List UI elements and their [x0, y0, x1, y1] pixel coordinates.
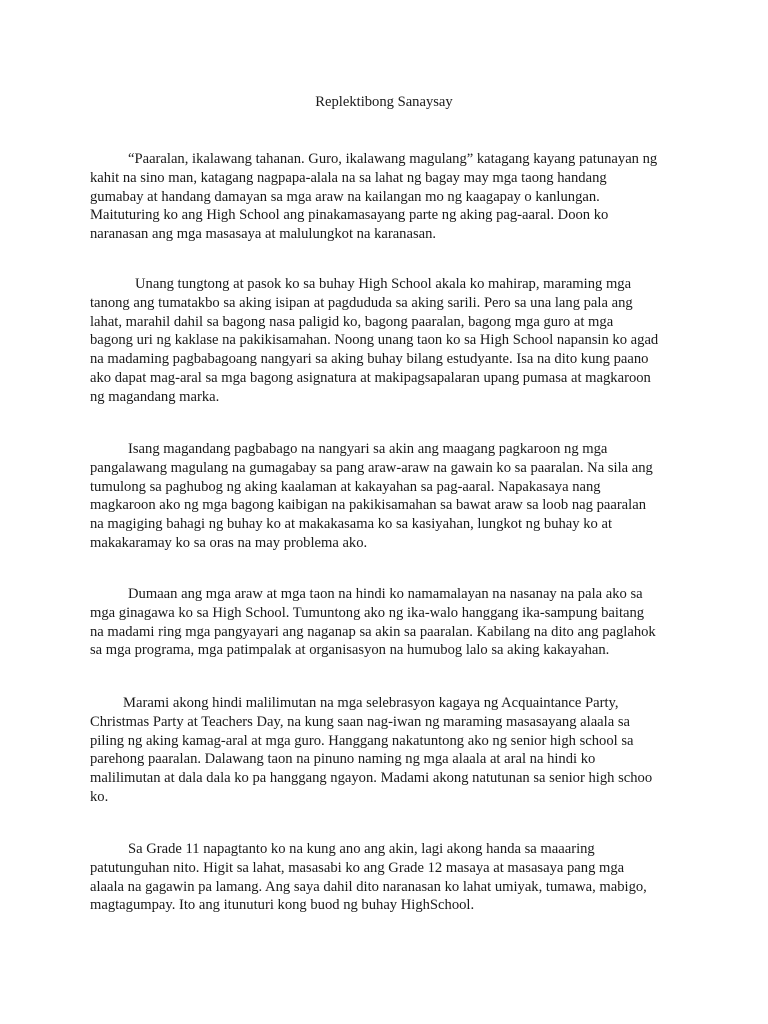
paragraph-line: parehong paaralan. Dalawang taon na pinuno naming ng mga alaala at aral na hindi ko	[90, 751, 596, 768]
document-title: Replektibong Sanaysay	[315, 94, 453, 110]
paragraph-5	[90, 694, 690, 807]
paragraph-line: pangalawang magulang na gumagabay sa pang araw-araw na gawain ko sa paaralan. Na sila ang	[90, 459, 653, 476]
paragraph-line: magtagumpay. Ito ang itunuturi kong buod ng buhay HighSchool.	[90, 897, 475, 914]
paragraph-line: ng magandang marka.	[90, 388, 220, 405]
paragraph-6	[90, 840, 690, 915]
paragraph-line: Maituturing ko ang High School ang pinakamasayang parte ng aking pag-aaral. Doon ko	[90, 207, 609, 224]
paragraph-line: kahit na sino man, katagang nagpapa-alala na sa lahat ng bagay may mga taong handang	[90, 169, 607, 186]
paragraph-line: piling ng aking kamag-aral at mga guro. Hanggang nakatuntong ako ng senior high school sa	[90, 732, 634, 749]
paragraph-line: mga ginagawa ko sa High School. Tumuntong ako ng ika-walo hanggang ika-sampung baitang	[90, 604, 645, 621]
paragraph-line: lahat, marahil dahil sa bagong nasa paligid ko, bagong paaralan, bagong mga guro at mga	[90, 313, 614, 330]
paragraph-line: alaala na gagawin pa lamang. Ang saya dahil dito naranasan ko lahat umiyak, tumawa, mabigo,	[90, 878, 647, 895]
paragraph-line: ko.	[90, 788, 109, 805]
paragraph-line: na magiging bahagi ng buhay ko at makakasama ko sa kasiyahan, lungkot ng buhay ko at	[90, 516, 613, 533]
paragraph-2	[90, 275, 690, 407]
paragraph-line: malilimutan at dala dala ko pa hanggang ngayon. Madami akong natutunan sa senior high schoo	[90, 770, 653, 787]
paragraph-line: ako dapat mag-aral sa mga bagong asignatura at makipagsapalaran upang pumasa at magkaroon	[90, 369, 651, 386]
paragraph-line: na madaming pagbabagoang nangyari sa aking buhay bilang estudyante. Isa na dito kung paano	[90, 351, 649, 368]
paragraph-line: magkaroon ako ng mga bagong kaibigan na pakikisamahan sa bawat araw sa loob nag paaralan	[90, 497, 646, 514]
paragraph-line: Unang tungtong at pasok ko sa buhay High School akala ko mahirap, maraming mga	[135, 276, 632, 292]
paragraph-line: makakaramay ko sa oras na may problema ako.	[90, 534, 368, 551]
paragraph-line: na madami ring mga pangyayari ang naganap sa akin sa paaralan. Kabilang na dito ang paglahok	[90, 623, 656, 640]
paragraph-line: tumulong sa paghubog ng aking kaalaman at kakayahan sa pag-aaral. Napakasaya nang	[90, 478, 601, 495]
paragraph-line: Dumaan ang mga araw at mga taon na hindi ko namamalayan na nasanay na pala ako sa	[128, 586, 643, 602]
paragraph-line: Sa Grade 11 napagtanto ko na kung ano ang akin, lagi akong handa sa maaaring	[128, 841, 595, 857]
paragraph-4	[90, 585, 690, 660]
paragraph-line: sa mga programa, mga patimpalak at organisasyon na humubog lalo sa aking kakayahan.	[90, 642, 610, 659]
paragraph-3	[90, 440, 690, 553]
paragraph-line: Marami akong hindi malilimutan na mga selebrasyon kagaya ng Acquaintance Party,	[123, 695, 619, 711]
paragraph-line: patutunguhan nito. Higit sa lahat, masasabi ko ang Grade 12 masaya at masasaya pang mga	[90, 859, 625, 876]
paragraph-line: bagong uri ng kaklase na pakikisamahan. Noong unang taon ko sa High School napansin ko agad	[90, 332, 659, 349]
paragraph-line: gumabay at handang damayan sa mga araw na kailangan mo ng kaagapay o kanlungan.	[90, 188, 600, 205]
paragraph-line: “Paaralan, ikalawang tahanan. Guro, ikalawang magulang” katagang kayang patunayan ng	[128, 151, 658, 167]
paragraph-line: naranasan ang mga masasaya at malulungkot na karanasan.	[90, 226, 437, 243]
paragraph-line: Isang magandang pagbabago na nangyari sa akin ang maagang pagkaroon ng mga	[128, 441, 608, 457]
paragraph-line: tanong ang tumatakbo sa aking isipan at pagdududa sa aking sarili. Pero sa una lang pala ang	[90, 294, 633, 311]
paragraph-1	[90, 150, 690, 244]
paragraph-line: Christmas Party at Teachers Day, na kung saan nag-iwan ng maraming masasayang alaala sa	[90, 713, 630, 730]
